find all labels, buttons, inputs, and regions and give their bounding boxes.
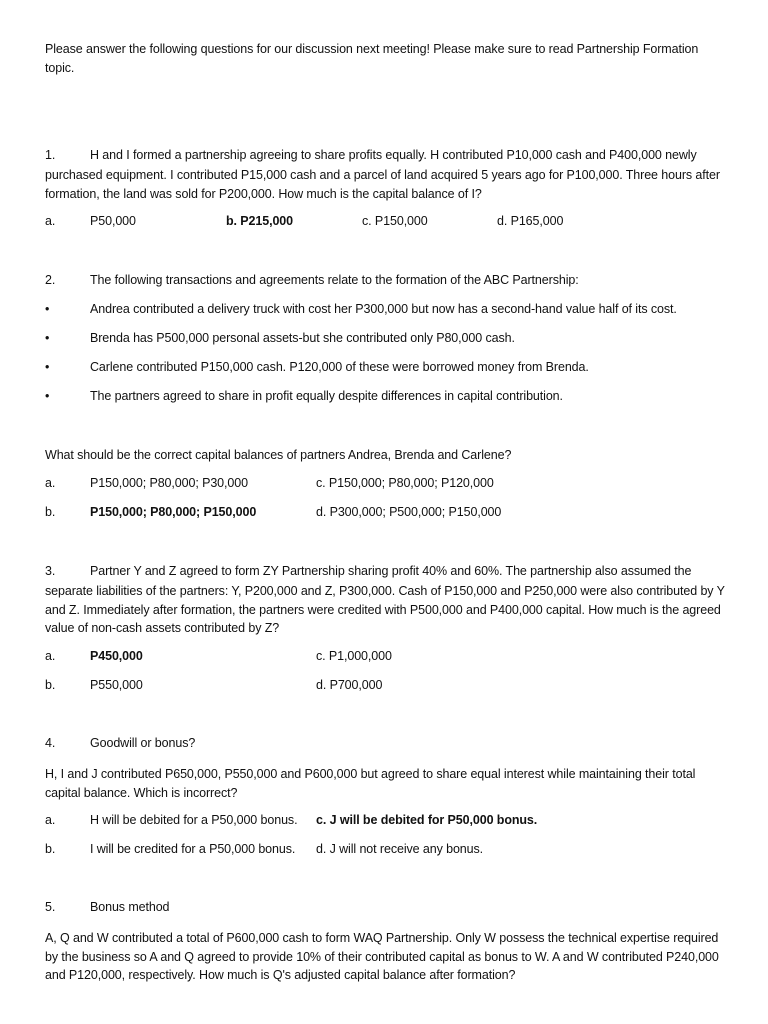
question-2-choice-c: c. P150,000; P80,000; P120,000: [316, 476, 494, 490]
question-4-choice-a: H will be debited for a P50,000 bonus.: [90, 813, 298, 827]
question-3-choice-d: d. P700,000: [316, 678, 383, 692]
question-1-text-rest: purchased equipment. I contributed P15,000 cash and a parcel of land acquired 5 years ago for P100,000. Three hours after formation, the land was sold for P200,000. How much is the capital balance of I?: [45, 168, 720, 201]
question-1-choice-d: d. P165,000: [497, 214, 564, 228]
bullet-4-symbol: •: [45, 389, 50, 403]
question-4-choice-b-letter: b.: [45, 842, 56, 856]
question-3-choice-a-letter: a.: [45, 649, 56, 663]
bullet-3-text: Carlene contributed P150,000 cash. P120,000 of these were borrowed money from Brenda.: [90, 360, 589, 374]
question-2-choice-b-letter: b.: [45, 505, 56, 519]
question-1-choice-b: b. P215,000: [226, 214, 294, 228]
question-1-number: 1.: [45, 148, 56, 162]
question-3-text-first: Partner Y and Z agreed to form ZY Partnership sharing profit 40% and 60%. The partnership also assumed the: [90, 564, 692, 578]
question-3-choice-b-letter: b.: [45, 678, 56, 692]
question-2-choice-d: d. P300,000; P500,000; P150,000: [316, 505, 502, 519]
question-2-prompt: What should be the correct capital balances of partners Andrea, Brenda and Carlene?: [45, 448, 512, 462]
question-3-choice-c: c. P1,000,000: [316, 649, 392, 663]
bullet-2-text: Brenda has P500,000 personal assets-but she contributed only P80,000 cash.: [90, 331, 515, 345]
question-5-title: Bonus method: [90, 900, 170, 914]
question-5-text: A, Q and W contributed a total of P600,000 cash to form WAQ Partnership. Only W possess the technical expertise required by the business so A and Q agreed to provide 10% of their contributed capital as bonus to W. A and W contributed P240,000 and P120,000, respectively. How much is Q's adjusted capital balance after formation?: [45, 931, 719, 982]
question-2-number: 2.: [45, 273, 56, 287]
question-2-choice-a-letter: a.: [45, 476, 56, 490]
question-3-text-rest: separate liabilities of the partners: Y, P200,000 and Z, P300,000. Cash of P150,000 and P250,000 were also contributed by Y and Z. Immediately after formation, the partners were credited with P500,000 and P400,000 capital. How much is the agreed value of non-cash assets contributed by Z?: [45, 584, 725, 635]
question-4-title: Goodwill or bonus?: [90, 736, 196, 750]
question-4-choice-c: c. J will be debited for P50,000 bonus.: [316, 813, 538, 827]
question-3-number: 3.: [45, 564, 56, 578]
bullet-1-text: Andrea contributed a delivery truck with cost her P300,000 but now has a second-hand value half of its cost.: [90, 302, 677, 316]
question-5-number: 5.: [45, 900, 56, 914]
question-4-text: H, I and J contributed P650,000, P550,000 and P600,000 but agreed to share equal interest while maintaining their total capital balance. Which is incorrect?: [45, 767, 696, 800]
question-2-choice-a: P150,000; P80,000; P30,000: [90, 476, 248, 490]
question-4-number: 4.: [45, 736, 56, 750]
question-1-choice-a-letter: a.: [45, 214, 56, 228]
question-3-choice-b: P550,000: [90, 678, 143, 692]
question-2-text: The following transactions and agreements relate to the formation of the ABC Partnership:: [90, 273, 579, 287]
intro-text: Please answer the following questions for our discussion next meeting! Please make sure to read Partnership Formation topic.: [45, 42, 699, 75]
question-2-choice-b: P150,000; P80,000; P150,000: [90, 505, 257, 519]
question-4-choice-a-letter: a.: [45, 813, 56, 827]
question-4-choice-d: d. J will not receive any bonus.: [316, 842, 484, 856]
bullet-1-symbol: •: [45, 302, 50, 316]
bullet-3-symbol: •: [45, 360, 50, 374]
question-3-choice-a: P450,000: [90, 649, 143, 663]
bullet-4-text: The partners agreed to share in profit equally despite differences in capital contribution.: [90, 389, 563, 403]
question-4-choice-b: I will be credited for a P50,000 bonus.: [90, 842, 296, 856]
bullet-2-symbol: •: [45, 331, 50, 345]
question-1-text-first: H and I formed a partnership agreeing to share profits equally. H contributed P10,000 cash and P400,000 newly: [90, 148, 697, 162]
question-1-choice-a: P50,000: [90, 214, 136, 228]
question-1-choice-c: c. P150,000: [362, 214, 428, 228]
